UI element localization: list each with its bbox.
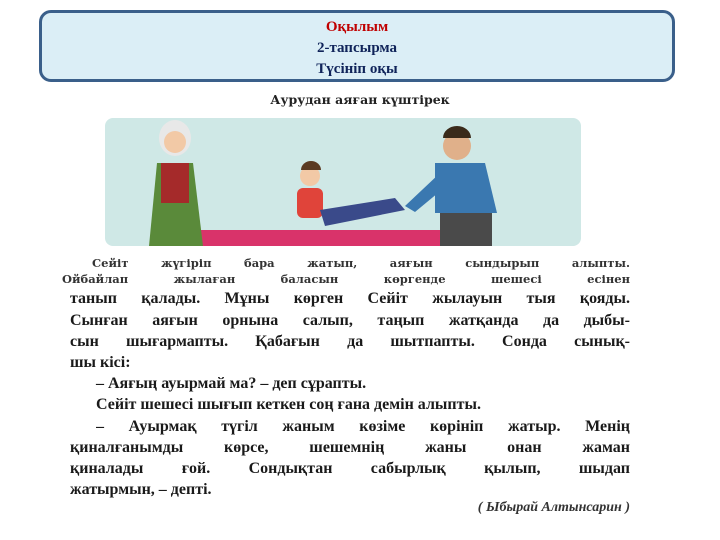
story-line: қиналады ғой. Сондықтан сабырлық қылып, шыдап	[70, 460, 630, 477]
story-line: Сейіт жүгіріп бара жатып, аяғын сындырып алыпты.	[92, 256, 630, 270]
task-number: 2-тапсырма	[316, 40, 398, 56]
story-title: Аурудан аяған күштірек	[270, 92, 450, 107]
story-line: танып қалады. Мұны көрген Сейіт жылауын тыя қояды.	[70, 290, 630, 307]
section-title: Оқылым	[325, 19, 389, 35]
story-line: жатырмын, – депті.	[70, 481, 212, 498]
story-author: ( Ыбырай Алтынсарин )	[477, 500, 630, 515]
story-line: Ойбайлап жылаған баласын көргенде шешесі есінен	[62, 272, 630, 286]
story-line: Сейіт шешесі шығып кеткен соң ғана демін алыпты.	[96, 396, 481, 413]
story-line: – Аяғың ауырмай ма? – деп сұрапты.	[96, 375, 367, 392]
story-line: Сынған аяғын орнына салып, таңып жатқанда да дыбы-	[70, 312, 630, 329]
story-line: қиналғанымды көрсе, шешемнің жаны онан жаман	[70, 439, 630, 456]
task-header-banner	[39, 10, 675, 82]
story-line: шы кісі:	[70, 354, 131, 371]
story-illustration	[105, 118, 581, 246]
story-line: сын шығармапты. Қабағын да шытпапты. Сонда сынық-	[70, 333, 630, 350]
task-instruction: Түсініп оқы	[316, 61, 398, 77]
story-line: – Ауырмақ түгіл жаным көзіме көрініп жатыр. Менің	[96, 418, 630, 435]
